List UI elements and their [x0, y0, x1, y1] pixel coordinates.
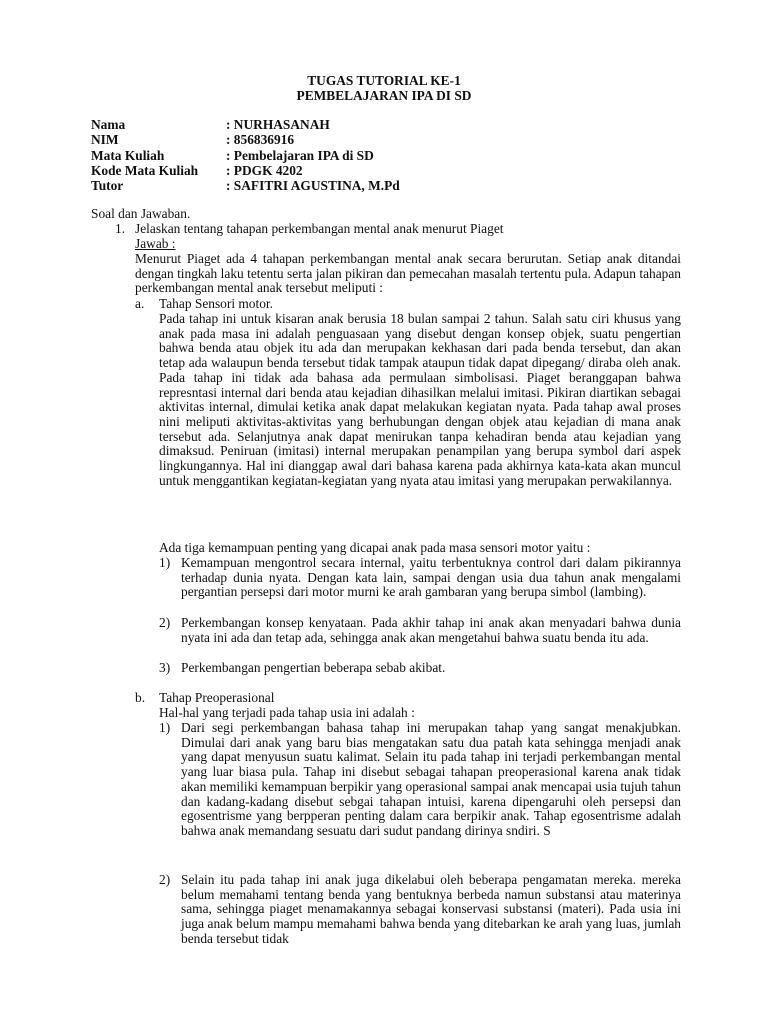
list-item-number: 2)	[159, 872, 171, 887]
document-title: TUGAS TUTORIAL KE-1	[307, 73, 461, 88]
info-value: : NURHASANAH	[226, 117, 330, 132]
info-value: : SAFITRI AGUSTINA, M.Pd	[226, 178, 400, 194]
list-item-text: Perkembangan pengertian beberapa sebab akibat.	[181, 660, 446, 675]
info-label: Kode Mata Kuliah	[91, 162, 199, 178]
info-value: : 856836916	[226, 132, 295, 148]
info-label: Tutor	[91, 178, 124, 194]
list-item-number: 1)	[159, 555, 171, 570]
subsection-a-heading: Tahap Sensori motor.	[159, 296, 273, 311]
question-text: Jelaskan tentang tahapan perkembangan mental anak menurut Piaget	[135, 221, 504, 236]
subsection-a-body: Pada tahap ini untuk kisaran anak berusia 18 bulan sampai 2 tahun. Salah satu ciri khusus yang anak pada masa ini adalah penguasaan yang disebut dengan konsep objek, suatu pengertian bahwa benda atau objek itu ada dan merupakan kekhasan dari pada benda tersebut, dan akan tetap ada walaupun benda tersebut tidak tampak ataupun tidak dapat dipegang/ diraba oleh anak. Pada tahap ini tidak ada bahasa ada permulaan simbolisasi. Piaget beranggapan bahwa represntasi internal dari benda atau kejadian dihasilkan melalui imitasi. Pikiran diartikan sebagai aktivitas internal, dimulai ketika anak dapat melakukan kegiatan nyata. Pada tahap awal proses nini meliputi aktivitas-aktivitas yang berhubungan dengan objek atau kejadian di mana anak tersebut ada. Selanjutnya anak dapat menirukan tanpa kehadiran benda atau kejadian yang dimaksud. Peniruan (imitasi) internal merupakan penampilan yang berupa symbol dari aspek lingkungannya. Hal ini dianggap awal dari bahasa karena pada akhirnya kata-kata akan muncul untuk menggantikan kegiatan-kegiatan yang nyata atau imitasi yang merupakan perwakilannya.	[159, 311, 681, 488]
info-label: Nama	[91, 117, 126, 132]
list-item-number: 1)	[159, 720, 171, 735]
list-item-number: 3)	[159, 660, 171, 675]
answer-label: Jawab :	[135, 236, 176, 251]
subsection-b-heading: Tahap Preoperasional	[159, 690, 275, 705]
info-value: : PDGK 4202	[226, 162, 303, 178]
info-label: Mata Kuliah	[91, 147, 165, 163]
answer-intro: Menurut Piaget ada 4 tahapan perkembangan mental anak secara berurutan. Setiap anak ditandai dengan tingkah laku tetentu serta jalan pikiran dan pemecahan masalah tertentu pula. Adapun tahapan perkembangan mental anak tersebut meliputi :	[135, 251, 681, 296]
info-value: : Pembelajaran IPA di SD	[226, 147, 374, 163]
list-item-text: Perkembangan konsep kenyataan. Pada akhir tahap ini anak akan menyadari bahwa dunia nyata ini ada dan tetap ada, sehingga anak akan mengetahui bahwa suatu benda itu ada.	[181, 615, 681, 645]
subsection-b-intro: Hal-hal yang terjadi pada tahap usia ini adalah :	[159, 705, 415, 720]
subsection-a-label: a.	[135, 296, 145, 311]
list-item-text: Kemampuan mengontrol secara internal, yaitu terbentuknya control dari dalam pikirannya terhadap dunia nyata. Dengan kata lain, sampai dengan usia dua tahun anak mengalami pergantian persepsi dari motor murni ke arah gambaran yang berupa simbol (lambing).	[181, 555, 681, 600]
list-item-number: 2)	[159, 615, 171, 630]
section-heading: Soal dan Jawaban.	[91, 206, 191, 221]
list-item-text: Selain itu pada tahap ini anak juga dikelabui oleh beberapa pengamatan mereka. mereka belum memahami tentang benda yang bentuknya berbeda namun substansi atau materinya sama, sehingga piaget menamakannya sebagai konservasi substansi (materi). Pada usia ini juga anak belum mampu memahami bahwa benda yang ditebarkan ke arah yang luas, jumlah benda tersebut tidak	[181, 872, 681, 946]
subsection-b-label: b.	[135, 690, 146, 705]
abilities-intro: Ada tiga kemampuan penting yang dicapai anak pada masa sensori motor yaitu :	[159, 540, 591, 555]
info-label: NIM	[91, 132, 119, 148]
list-item-text: Dari segi perkembangan bahasa tahap ini merupakan tahap yang sangat menakjubkan. Dimulai dari anak yang baru bias mengatakan satu dua patah kata sehingga menjadi anak yang dapat menyusun suatu kalimat. Selain itu pada tahap ini terjadi perkembangan mental yang luar biasa pula. Tahap ini disebut sebagai tahapan preoperasional karena anak tidak akan memiliki kemampuan berpikir yang operasional sampai anak mencapai usia tujuh tahun dan kadang-kadang disebut sebgai tahapan intuisi, karena dipengaruhi oleh persepsi dan egosentrisme yang berpperan penting dalam cara berpikir anak. Tahap egosentrisme adalah bahwa anak memandang sesuatu dari sudut pandang dirinya sndiri. S	[181, 720, 681, 838]
document-subtitle: PEMBELAJARAN IPA DI SD	[296, 88, 472, 103]
question-number: 1.	[115, 221, 126, 236]
